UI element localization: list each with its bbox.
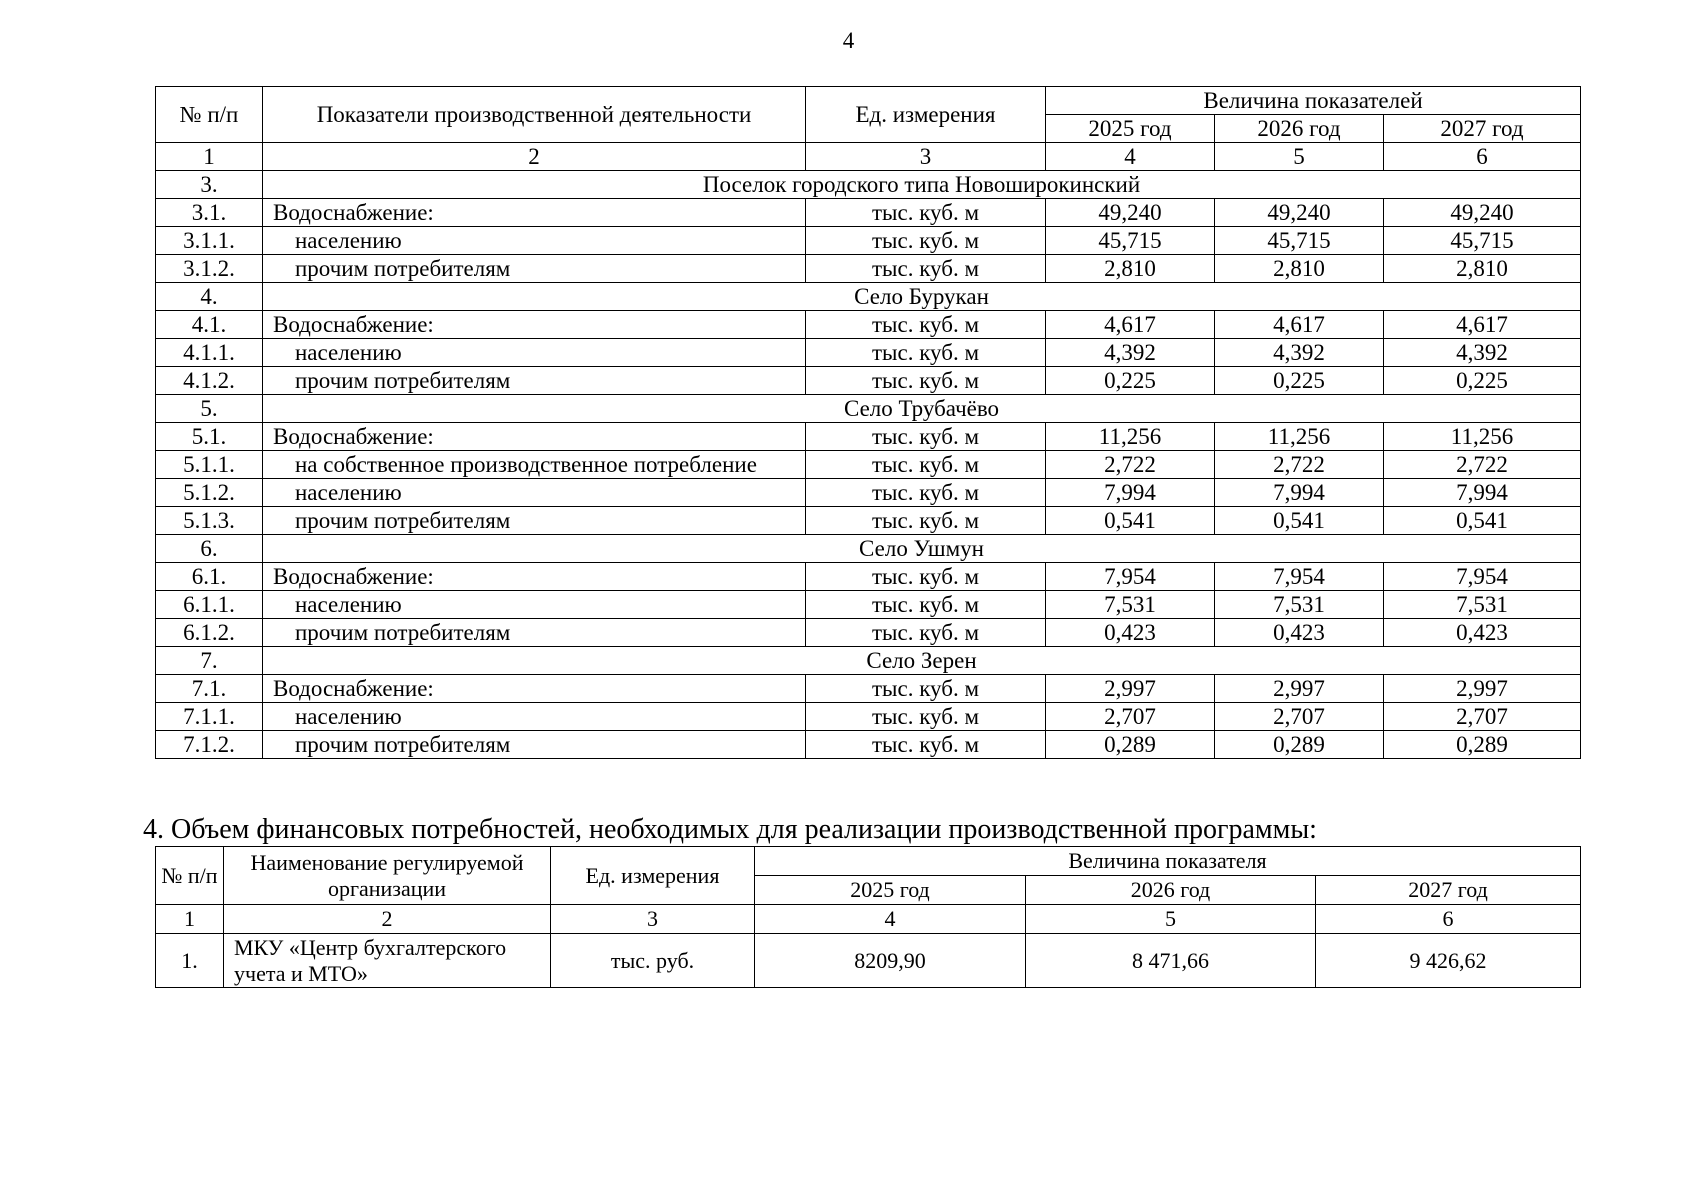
row-unit: тыс. куб. м <box>806 339 1046 367</box>
row-value-2025: 7,994 <box>1046 479 1215 507</box>
row-value-2027: 0,225 <box>1384 367 1581 395</box>
section-row <box>156 283 1581 311</box>
row-name: прочим потребителям <box>263 367 806 395</box>
row-no: 1. <box>156 934 224 988</box>
row-unit: тыс. куб. м <box>806 619 1046 647</box>
row-name: Водоснабжение: <box>263 423 806 451</box>
header-year-2027: 2027 год <box>1384 115 1581 143</box>
row-no: 3.1.1. <box>156 227 263 255</box>
row-unit: тыс. куб. м <box>806 451 1046 479</box>
header-year-2026: 2026 год <box>1026 876 1316 905</box>
section-4-title: 4. Объем финансовых потребностей, необходимых для реализации производственной программы: <box>143 814 1317 845</box>
row-value-2026: 0,289 <box>1215 731 1384 759</box>
table-header-row <box>156 87 1581 115</box>
header-values: Величина показателя <box>755 847 1581 876</box>
row-name: прочим потребителям <box>263 731 806 759</box>
header-no: № п/п <box>156 847 224 905</box>
row-no: 5.1.2. <box>156 479 263 507</box>
row-value-2027: 11,256 <box>1384 423 1581 451</box>
row-no: 3.1.2. <box>156 255 263 283</box>
row-unit: тыс. куб. м <box>806 227 1046 255</box>
table-row <box>156 703 1581 731</box>
row-unit: тыс. куб. м <box>806 255 1046 283</box>
row-unit: тыс. куб. м <box>806 703 1046 731</box>
row-unit: тыс. куб. м <box>806 311 1046 339</box>
column-number: 5 <box>1215 143 1384 171</box>
table-row <box>156 423 1581 451</box>
row-value-2025: 4,617 <box>1046 311 1215 339</box>
row-value-2026: 0,541 <box>1215 507 1384 535</box>
row-value-2026: 2,722 <box>1215 451 1384 479</box>
header-org: Наименование регулируемой организации <box>224 847 551 905</box>
section-title: Поселок городского типа Новоширокинский <box>263 171 1581 199</box>
section-title: Село Зерен <box>263 647 1581 675</box>
row-name: населению <box>263 227 806 255</box>
row-unit: тыс. куб. м <box>806 563 1046 591</box>
row-no: 6.1.2. <box>156 619 263 647</box>
header-values: Величина показателей <box>1046 87 1581 115</box>
row-value-2026: 7,954 <box>1215 563 1384 591</box>
section-title: Село Трубачёво <box>263 395 1581 423</box>
row-value-2027: 4,392 <box>1384 339 1581 367</box>
row-value-2025: 0,225 <box>1046 367 1215 395</box>
row-value-2027: 0,541 <box>1384 507 1581 535</box>
column-numbers-row <box>156 905 1581 934</box>
row-value-2025: 49,240 <box>1046 199 1215 227</box>
table-row <box>156 227 1581 255</box>
row-value-2027: 2,997 <box>1384 675 1581 703</box>
production-indicators-table <box>155 86 1581 759</box>
row-no: 5. <box>156 395 263 423</box>
row-unit: тыс. куб. м <box>806 675 1046 703</box>
row-value-2026: 45,715 <box>1215 227 1384 255</box>
row-no: 6.1.1. <box>156 591 263 619</box>
column-number: 6 <box>1316 905 1581 934</box>
row-value-2025: 0,289 <box>1046 731 1215 759</box>
table-row <box>156 479 1581 507</box>
row-value-2025: 7,954 <box>1046 563 1215 591</box>
header-no: № п/п <box>156 87 263 143</box>
header-year-2025: 2025 год <box>1046 115 1215 143</box>
row-name: прочим потребителям <box>263 619 806 647</box>
row-value-2026: 49,240 <box>1215 199 1384 227</box>
row-unit: тыс. куб. м <box>806 367 1046 395</box>
row-value-2026: 2,810 <box>1215 255 1384 283</box>
row-value-2025: 2,707 <box>1046 703 1215 731</box>
row-no: 7.1. <box>156 675 263 703</box>
header-unit: Ед. измерения <box>806 87 1046 143</box>
table-row <box>156 675 1581 703</box>
row-no: 7.1.2. <box>156 731 263 759</box>
section-title: Село Ушмун <box>263 535 1581 563</box>
table-header-row <box>156 847 1581 876</box>
table-row <box>156 255 1581 283</box>
row-value-2026: 11,256 <box>1215 423 1384 451</box>
column-number: 6 <box>1384 143 1581 171</box>
row-value-2027: 49,240 <box>1384 199 1581 227</box>
row-name: на собственное производственное потребление <box>263 451 806 479</box>
row-name: населению <box>263 591 806 619</box>
header-year-2026: 2026 год <box>1215 115 1384 143</box>
table-row <box>156 199 1581 227</box>
table-row <box>156 591 1581 619</box>
section-row <box>156 535 1581 563</box>
row-name: Водоснабжение: <box>263 675 806 703</box>
row-unit: тыс. куб. м <box>806 731 1046 759</box>
row-name: населению <box>263 339 806 367</box>
row-no: 5.1. <box>156 423 263 451</box>
row-unit: тыс. руб. <box>551 934 755 988</box>
row-no: 6.1. <box>156 563 263 591</box>
table-row <box>156 367 1581 395</box>
table-row <box>156 934 1581 988</box>
row-name: прочим потребителям <box>263 255 806 283</box>
row-value-2026: 7,994 <box>1215 479 1384 507</box>
section-row <box>156 395 1581 423</box>
header-unit: Ед. измерения <box>551 847 755 905</box>
row-value-2025: 2,810 <box>1046 255 1215 283</box>
row-name: прочим потребителям <box>263 507 806 535</box>
row-no: 4.1.1. <box>156 339 263 367</box>
row-value-2027: 2,810 <box>1384 255 1581 283</box>
row-value-2027: 0,423 <box>1384 619 1581 647</box>
row-unit: тыс. куб. м <box>806 423 1046 451</box>
row-value-2027: 2,707 <box>1384 703 1581 731</box>
row-no: 4.1.2. <box>156 367 263 395</box>
row-value-2027: 9 426,62 <box>1316 934 1581 988</box>
table-row <box>156 507 1581 535</box>
page-number: 4 <box>842 28 855 53</box>
header-year-2027: 2027 год <box>1316 876 1581 905</box>
row-name: Водоснабжение: <box>263 311 806 339</box>
row-no: 4.1. <box>156 311 263 339</box>
section-row <box>156 647 1581 675</box>
row-org: МКУ «Центр бухгалтерского учета и МТО» <box>224 934 551 988</box>
row-name: населению <box>263 479 806 507</box>
row-value-2025: 0,541 <box>1046 507 1215 535</box>
row-no: 6. <box>156 535 263 563</box>
column-number: 1 <box>156 905 224 934</box>
row-value-2027: 7,954 <box>1384 563 1581 591</box>
row-value-2027: 2,722 <box>1384 451 1581 479</box>
row-no: 5.1.3. <box>156 507 263 535</box>
table-row <box>156 619 1581 647</box>
row-unit: тыс. куб. м <box>806 507 1046 535</box>
section-title: Село Бурукан <box>263 283 1581 311</box>
row-value-2026: 4,617 <box>1215 311 1384 339</box>
section-row <box>156 171 1581 199</box>
column-number: 2 <box>224 905 551 934</box>
row-value-2025: 11,256 <box>1046 423 1215 451</box>
financial-needs-table <box>155 846 1581 988</box>
row-value-2026: 2,707 <box>1215 703 1384 731</box>
header-year-2025: 2025 год <box>755 876 1026 905</box>
column-number: 4 <box>755 905 1026 934</box>
row-value-2025: 2,722 <box>1046 451 1215 479</box>
row-no: 3. <box>156 171 263 199</box>
row-value-2026: 0,225 <box>1215 367 1384 395</box>
row-value-2026: 0,423 <box>1215 619 1384 647</box>
row-value-2025: 0,423 <box>1046 619 1215 647</box>
column-number: 2 <box>263 143 806 171</box>
row-value-2025: 4,392 <box>1046 339 1215 367</box>
table-row <box>156 339 1581 367</box>
row-no: 7.1.1. <box>156 703 263 731</box>
row-no: 3.1. <box>156 199 263 227</box>
row-value-2026: 7,531 <box>1215 591 1384 619</box>
table-row <box>156 731 1581 759</box>
row-value-2025: 2,997 <box>1046 675 1215 703</box>
row-value-2026: 4,392 <box>1215 339 1384 367</box>
row-unit: тыс. куб. м <box>806 199 1046 227</box>
row-value-2025: 45,715 <box>1046 227 1215 255</box>
row-value-2027: 7,531 <box>1384 591 1581 619</box>
row-value-2027: 0,289 <box>1384 731 1581 759</box>
row-no: 5.1.1. <box>156 451 263 479</box>
row-unit: тыс. куб. м <box>806 591 1046 619</box>
column-numbers-row <box>156 143 1581 171</box>
column-number: 3 <box>551 905 755 934</box>
row-value-2025: 8209,90 <box>755 934 1026 988</box>
table-row <box>156 563 1581 591</box>
column-number: 1 <box>156 143 263 171</box>
table-row <box>156 451 1581 479</box>
column-number: 5 <box>1026 905 1316 934</box>
row-value-2027: 4,617 <box>1384 311 1581 339</box>
row-value-2027: 45,715 <box>1384 227 1581 255</box>
row-value-2026: 8 471,66 <box>1026 934 1316 988</box>
table-row <box>156 311 1581 339</box>
row-name: Водоснабжение: <box>263 563 806 591</box>
column-number: 3 <box>806 143 1046 171</box>
row-value-2027: 7,994 <box>1384 479 1581 507</box>
row-value-2026: 2,997 <box>1215 675 1384 703</box>
row-no: 7. <box>156 647 263 675</box>
row-value-2025: 7,531 <box>1046 591 1215 619</box>
row-name: населению <box>263 703 806 731</box>
header-indicator: Показатели производственной деятельности <box>263 87 806 143</box>
row-unit: тыс. куб. м <box>806 479 1046 507</box>
row-name: Водоснабжение: <box>263 199 806 227</box>
row-no: 4. <box>156 283 263 311</box>
column-number: 4 <box>1046 143 1215 171</box>
